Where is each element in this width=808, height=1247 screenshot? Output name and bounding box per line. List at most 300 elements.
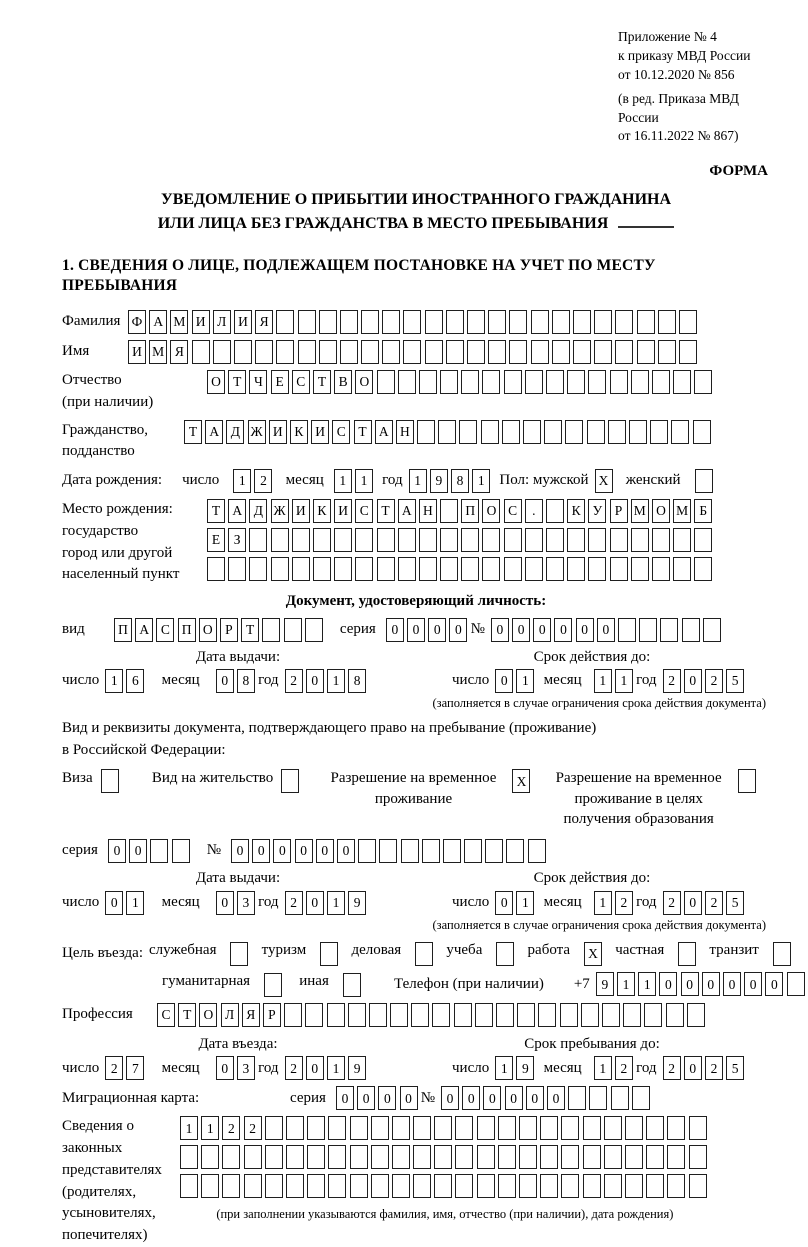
form-cell[interactable]: 9: [348, 1056, 366, 1080]
form-cell[interactable]: 0: [216, 1056, 234, 1080]
form-cell[interactable]: 0: [306, 891, 324, 915]
form-cell[interactable]: [504, 370, 522, 394]
form-cell[interactable]: 1: [180, 1116, 198, 1140]
form-cell[interactable]: [413, 1116, 431, 1140]
form-cell[interactable]: [286, 1116, 304, 1140]
form-cell[interactable]: [525, 528, 543, 552]
form-cell[interactable]: [652, 557, 670, 581]
form-cell[interactable]: О: [482, 499, 500, 523]
form-cell[interactable]: 0: [723, 972, 741, 996]
form-cell[interactable]: [667, 1116, 685, 1140]
form-cell[interactable]: [440, 557, 458, 581]
form-cell[interactable]: 0: [108, 839, 126, 863]
form-cell[interactable]: 0: [765, 972, 783, 996]
form-cell[interactable]: [540, 1145, 558, 1169]
form-cell[interactable]: [446, 310, 464, 334]
form-cell[interactable]: [307, 1145, 325, 1169]
form-cell[interactable]: [637, 340, 655, 364]
form-cell[interactable]: 2: [705, 1056, 723, 1080]
form-cell[interactable]: [498, 1174, 516, 1198]
form-cell[interactable]: [525, 557, 543, 581]
form-cell[interactable]: [434, 1116, 452, 1140]
form-cell[interactable]: [307, 1174, 325, 1198]
form-cell[interactable]: [265, 1116, 283, 1140]
form-cell[interactable]: [467, 310, 485, 334]
form-cell[interactable]: [415, 942, 433, 966]
form-cell[interactable]: П: [178, 618, 196, 642]
form-cell[interactable]: [773, 942, 791, 966]
form-cell[interactable]: [455, 1174, 473, 1198]
form-cell[interactable]: [632, 1086, 650, 1110]
form-cell[interactable]: [343, 973, 361, 997]
form-cell[interactable]: Р: [610, 499, 628, 523]
form-cell[interactable]: 0: [252, 839, 270, 863]
form-cell[interactable]: [371, 1145, 389, 1169]
form-cell[interactable]: [689, 1145, 707, 1169]
form-cell[interactable]: [629, 420, 647, 444]
form-cell[interactable]: 1: [334, 469, 352, 493]
form-cell[interactable]: [340, 340, 358, 364]
form-cell[interactable]: [477, 1145, 495, 1169]
form-cell[interactable]: [419, 528, 437, 552]
form-cell[interactable]: Т: [178, 1003, 196, 1027]
form-cell[interactable]: [228, 557, 246, 581]
form-cell[interactable]: З: [228, 528, 246, 552]
form-cell[interactable]: [560, 1003, 578, 1027]
form-cell[interactable]: Е: [271, 370, 289, 394]
form-cell[interactable]: [455, 1145, 473, 1169]
form-cell[interactable]: 0: [462, 1086, 480, 1110]
form-cell[interactable]: [348, 1003, 366, 1027]
form-cell[interactable]: 1: [126, 891, 144, 915]
form-cell[interactable]: [371, 1174, 389, 1198]
form-cell[interactable]: 0: [681, 972, 699, 996]
form-cell[interactable]: [646, 1174, 664, 1198]
form-cell[interactable]: [689, 1116, 707, 1140]
form-cell[interactable]: [561, 1145, 579, 1169]
form-cell[interactable]: [459, 420, 477, 444]
form-cell[interactable]: [694, 557, 712, 581]
form-cell[interactable]: [546, 528, 564, 552]
form-cell[interactable]: А: [205, 420, 223, 444]
form-cell[interactable]: [787, 972, 805, 996]
form-cell[interactable]: [101, 769, 119, 793]
form-cell[interactable]: М: [673, 499, 691, 523]
form-cell[interactable]: [264, 973, 282, 997]
form-cell[interactable]: [660, 618, 678, 642]
form-cell[interactable]: Н: [419, 499, 437, 523]
form-cell[interactable]: [694, 528, 712, 552]
form-cell[interactable]: [552, 340, 570, 364]
form-cell[interactable]: 1: [594, 891, 612, 915]
form-cell[interactable]: С: [355, 499, 373, 523]
form-cell[interactable]: [583, 1145, 601, 1169]
form-cell[interactable]: [398, 528, 416, 552]
form-cell[interactable]: С: [156, 618, 174, 642]
form-cell[interactable]: X: [595, 469, 613, 493]
form-cell[interactable]: 0: [273, 839, 291, 863]
form-cell[interactable]: [434, 1145, 452, 1169]
form-cell[interactable]: Е: [207, 528, 225, 552]
form-cell[interactable]: Д: [249, 499, 267, 523]
form-cell[interactable]: [561, 1116, 579, 1140]
form-cell[interactable]: [693, 420, 711, 444]
form-cell[interactable]: [434, 1174, 452, 1198]
form-cell[interactable]: [350, 1174, 368, 1198]
form-cell[interactable]: 0: [306, 669, 324, 693]
form-cell[interactable]: [292, 557, 310, 581]
form-cell[interactable]: 0: [554, 618, 572, 642]
form-cell[interactable]: [673, 370, 691, 394]
form-cell[interactable]: [506, 839, 524, 863]
form-cell[interactable]: [608, 420, 626, 444]
form-cell[interactable]: [602, 1003, 620, 1027]
form-cell[interactable]: [615, 310, 633, 334]
form-cell[interactable]: [667, 1174, 685, 1198]
form-cell[interactable]: [355, 557, 373, 581]
form-cell[interactable]: 0: [495, 669, 513, 693]
form-cell[interactable]: [334, 528, 352, 552]
form-cell[interactable]: [276, 340, 294, 364]
form-cell[interactable]: [589, 1086, 607, 1110]
form-cell[interactable]: [401, 839, 419, 863]
form-cell[interactable]: 0: [684, 1056, 702, 1080]
form-cell[interactable]: И: [192, 310, 210, 334]
form-cell[interactable]: [425, 310, 443, 334]
form-cell[interactable]: [422, 839, 440, 863]
form-cell[interactable]: 6: [126, 669, 144, 693]
form-cell[interactable]: 0: [231, 839, 249, 863]
form-cell[interactable]: М: [631, 499, 649, 523]
form-cell[interactable]: Ф: [128, 310, 146, 334]
form-cell[interactable]: [234, 340, 252, 364]
form-cell[interactable]: Я: [170, 340, 188, 364]
form-cell[interactable]: А: [398, 499, 416, 523]
form-cell[interactable]: 9: [596, 972, 614, 996]
form-cell[interactable]: [528, 839, 546, 863]
form-cell[interactable]: [392, 1116, 410, 1140]
form-cell[interactable]: [682, 618, 700, 642]
form-cell[interactable]: 0: [428, 618, 446, 642]
form-cell[interactable]: [328, 1116, 346, 1140]
form-cell[interactable]: [305, 1003, 323, 1027]
form-cell[interactable]: 5: [726, 669, 744, 693]
form-cell[interactable]: [625, 1116, 643, 1140]
form-cell[interactable]: [403, 340, 421, 364]
form-cell[interactable]: 0: [357, 1086, 375, 1110]
form-cell[interactable]: [611, 1086, 629, 1110]
form-cell[interactable]: [454, 1003, 472, 1027]
form-cell[interactable]: 2: [254, 469, 272, 493]
form-cell[interactable]: Н: [396, 420, 414, 444]
form-cell[interactable]: 0: [505, 1086, 523, 1110]
form-cell[interactable]: [350, 1145, 368, 1169]
form-cell[interactable]: [588, 557, 606, 581]
form-cell[interactable]: [369, 1003, 387, 1027]
form-cell[interactable]: [546, 370, 564, 394]
form-cell[interactable]: [687, 1003, 705, 1027]
form-cell[interactable]: П: [461, 499, 479, 523]
form-cell[interactable]: X: [512, 769, 530, 793]
form-cell[interactable]: [504, 528, 522, 552]
form-cell[interactable]: [172, 839, 190, 863]
form-cell[interactable]: [455, 1116, 473, 1140]
form-cell[interactable]: [286, 1145, 304, 1169]
form-cell[interactable]: [646, 1145, 664, 1169]
form-cell[interactable]: [244, 1145, 262, 1169]
form-cell[interactable]: [523, 420, 541, 444]
form-cell[interactable]: [644, 1003, 662, 1027]
form-cell[interactable]: [319, 310, 337, 334]
form-cell[interactable]: [328, 1174, 346, 1198]
form-cell[interactable]: [679, 310, 697, 334]
form-cell[interactable]: [377, 528, 395, 552]
form-cell[interactable]: [398, 557, 416, 581]
form-cell[interactable]: [604, 1174, 622, 1198]
form-cell[interactable]: 0: [386, 618, 404, 642]
form-cell[interactable]: Л: [213, 310, 231, 334]
form-cell[interactable]: [265, 1174, 283, 1198]
form-cell[interactable]: [377, 557, 395, 581]
form-cell[interactable]: М: [149, 340, 167, 364]
form-cell[interactable]: [587, 420, 605, 444]
form-cell[interactable]: 0: [306, 1056, 324, 1080]
form-cell[interactable]: 0: [295, 839, 313, 863]
form-cell[interactable]: [573, 340, 591, 364]
form-cell[interactable]: [361, 340, 379, 364]
form-cell[interactable]: 1: [409, 469, 427, 493]
form-cell[interactable]: [666, 1003, 684, 1027]
form-cell[interactable]: И: [234, 310, 252, 334]
form-cell[interactable]: [498, 1116, 516, 1140]
form-cell[interactable]: 9: [516, 1056, 534, 1080]
form-cell[interactable]: [610, 528, 628, 552]
form-cell[interactable]: [271, 528, 289, 552]
form-cell[interactable]: И: [128, 340, 146, 364]
form-cell[interactable]: [298, 340, 316, 364]
form-cell[interactable]: [538, 1003, 556, 1027]
form-cell[interactable]: И: [292, 499, 310, 523]
form-cell[interactable]: [201, 1174, 219, 1198]
form-cell[interactable]: Р: [263, 1003, 281, 1027]
form-cell[interactable]: [594, 340, 612, 364]
form-cell[interactable]: [618, 618, 636, 642]
form-cell[interactable]: Б: [694, 499, 712, 523]
form-cell[interactable]: [631, 528, 649, 552]
form-cell[interactable]: [201, 1145, 219, 1169]
form-cell[interactable]: [475, 1003, 493, 1027]
form-cell[interactable]: 3: [237, 891, 255, 915]
form-cell[interactable]: [738, 769, 756, 793]
form-cell[interactable]: [488, 340, 506, 364]
form-cell[interactable]: Ч: [249, 370, 267, 394]
form-cell[interactable]: 1: [105, 669, 123, 693]
form-cell[interactable]: [417, 420, 435, 444]
form-cell[interactable]: [498, 1145, 516, 1169]
form-cell[interactable]: [673, 528, 691, 552]
form-cell[interactable]: И: [311, 420, 329, 444]
form-cell[interactable]: [673, 557, 691, 581]
form-cell[interactable]: [525, 370, 543, 394]
form-cell[interactable]: Т: [354, 420, 372, 444]
form-cell[interactable]: 0: [216, 669, 234, 693]
form-cell[interactable]: [531, 310, 549, 334]
form-cell[interactable]: [509, 340, 527, 364]
form-cell[interactable]: [284, 618, 302, 642]
form-cell[interactable]: 5: [726, 1056, 744, 1080]
form-cell[interactable]: Т: [377, 499, 395, 523]
form-cell[interactable]: [398, 370, 416, 394]
form-cell[interactable]: 7: [126, 1056, 144, 1080]
form-cell[interactable]: 8: [237, 669, 255, 693]
form-cell[interactable]: [671, 420, 689, 444]
form-cell[interactable]: [477, 1116, 495, 1140]
form-cell[interactable]: 3: [237, 1056, 255, 1080]
form-cell[interactable]: [531, 340, 549, 364]
form-cell[interactable]: 0: [547, 1086, 565, 1110]
form-cell[interactable]: [467, 340, 485, 364]
form-cell[interactable]: 8: [451, 469, 469, 493]
form-cell[interactable]: [667, 1145, 685, 1169]
form-cell[interactable]: [652, 370, 670, 394]
form-cell[interactable]: [222, 1145, 240, 1169]
form-cell[interactable]: 1: [516, 891, 534, 915]
form-cell[interactable]: [305, 618, 323, 642]
form-cell[interactable]: .: [525, 499, 543, 523]
form-cell[interactable]: А: [375, 420, 393, 444]
form-cell[interactable]: 2: [222, 1116, 240, 1140]
form-cell[interactable]: [361, 310, 379, 334]
form-cell[interactable]: 2: [615, 891, 633, 915]
form-cell[interactable]: [440, 499, 458, 523]
form-cell[interactable]: [583, 1174, 601, 1198]
form-cell[interactable]: [610, 557, 628, 581]
form-cell[interactable]: [392, 1145, 410, 1169]
form-cell[interactable]: 0: [512, 618, 530, 642]
form-cell[interactable]: [425, 340, 443, 364]
form-cell[interactable]: [276, 310, 294, 334]
form-cell[interactable]: А: [135, 618, 153, 642]
form-cell[interactable]: И: [334, 499, 352, 523]
form-cell[interactable]: [382, 340, 400, 364]
form-cell[interactable]: Я: [242, 1003, 260, 1027]
form-cell[interactable]: [631, 557, 649, 581]
form-cell[interactable]: О: [199, 1003, 217, 1027]
form-cell[interactable]: [519, 1174, 537, 1198]
form-cell[interactable]: К: [313, 499, 331, 523]
form-cell[interactable]: 0: [491, 618, 509, 642]
form-cell[interactable]: [544, 420, 562, 444]
form-cell[interactable]: [461, 370, 479, 394]
form-cell[interactable]: И: [269, 420, 287, 444]
form-cell[interactable]: [517, 1003, 535, 1027]
form-cell[interactable]: [646, 1116, 664, 1140]
form-cell[interactable]: [615, 340, 633, 364]
form-cell[interactable]: 0: [105, 891, 123, 915]
form-cell[interactable]: X: [584, 942, 602, 966]
form-cell[interactable]: [298, 310, 316, 334]
form-cell[interactable]: 2: [705, 669, 723, 693]
form-cell[interactable]: [464, 839, 482, 863]
form-cell[interactable]: [319, 340, 337, 364]
form-cell[interactable]: 1: [327, 669, 345, 693]
form-cell[interactable]: М: [170, 310, 188, 334]
form-cell[interactable]: [355, 528, 373, 552]
form-cell[interactable]: [222, 1174, 240, 1198]
form-cell[interactable]: [307, 1116, 325, 1140]
form-cell[interactable]: 2: [663, 669, 681, 693]
form-cell[interactable]: [504, 557, 522, 581]
form-cell[interactable]: [207, 557, 225, 581]
form-cell[interactable]: 0: [316, 839, 334, 863]
form-cell[interactable]: [477, 1174, 495, 1198]
form-cell[interactable]: [565, 420, 583, 444]
form-cell[interactable]: [249, 528, 267, 552]
form-cell[interactable]: [650, 420, 668, 444]
form-cell[interactable]: [255, 340, 273, 364]
form-cell[interactable]: [485, 839, 503, 863]
form-cell[interactable]: [488, 310, 506, 334]
form-cell[interactable]: [150, 839, 168, 863]
form-cell[interactable]: 0: [526, 1086, 544, 1110]
form-cell[interactable]: В: [334, 370, 352, 394]
form-cell[interactable]: [438, 420, 456, 444]
form-cell[interactable]: 1: [615, 669, 633, 693]
form-cell[interactable]: 0: [495, 891, 513, 915]
form-cell[interactable]: 0: [533, 618, 551, 642]
form-cell[interactable]: [652, 528, 670, 552]
form-cell[interactable]: [689, 1174, 707, 1198]
form-cell[interactable]: [546, 557, 564, 581]
form-cell[interactable]: О: [652, 499, 670, 523]
form-cell[interactable]: 0: [702, 972, 720, 996]
form-cell[interactable]: [328, 1145, 346, 1169]
form-cell[interactable]: [292, 528, 310, 552]
form-cell[interactable]: [625, 1174, 643, 1198]
form-cell[interactable]: 2: [663, 1056, 681, 1080]
form-cell[interactable]: [631, 370, 649, 394]
form-cell[interactable]: [482, 370, 500, 394]
form-cell[interactable]: [379, 839, 397, 863]
form-cell[interactable]: 2: [615, 1056, 633, 1080]
form-cell[interactable]: [604, 1145, 622, 1169]
form-cell[interactable]: [440, 370, 458, 394]
form-cell[interactable]: У: [588, 499, 606, 523]
form-cell[interactable]: О: [199, 618, 217, 642]
form-cell[interactable]: [658, 340, 676, 364]
form-cell[interactable]: [502, 420, 520, 444]
form-cell[interactable]: Я: [255, 310, 273, 334]
form-cell[interactable]: [552, 310, 570, 334]
form-cell[interactable]: 1: [472, 469, 490, 493]
form-cell[interactable]: 8: [348, 669, 366, 693]
form-cell[interactable]: 0: [684, 669, 702, 693]
form-cell[interactable]: [180, 1145, 198, 1169]
form-cell[interactable]: [313, 528, 331, 552]
form-cell[interactable]: [481, 420, 499, 444]
form-cell[interactable]: [320, 942, 338, 966]
form-cell[interactable]: [192, 340, 210, 364]
form-cell[interactable]: Т: [241, 618, 259, 642]
form-cell[interactable]: А: [228, 499, 246, 523]
form-cell[interactable]: [413, 1145, 431, 1169]
form-cell[interactable]: 0: [400, 1086, 418, 1110]
form-cell[interactable]: О: [207, 370, 225, 394]
form-cell[interactable]: [403, 310, 421, 334]
form-cell[interactable]: 1: [638, 972, 656, 996]
form-cell[interactable]: [461, 557, 479, 581]
form-cell[interactable]: [443, 839, 461, 863]
